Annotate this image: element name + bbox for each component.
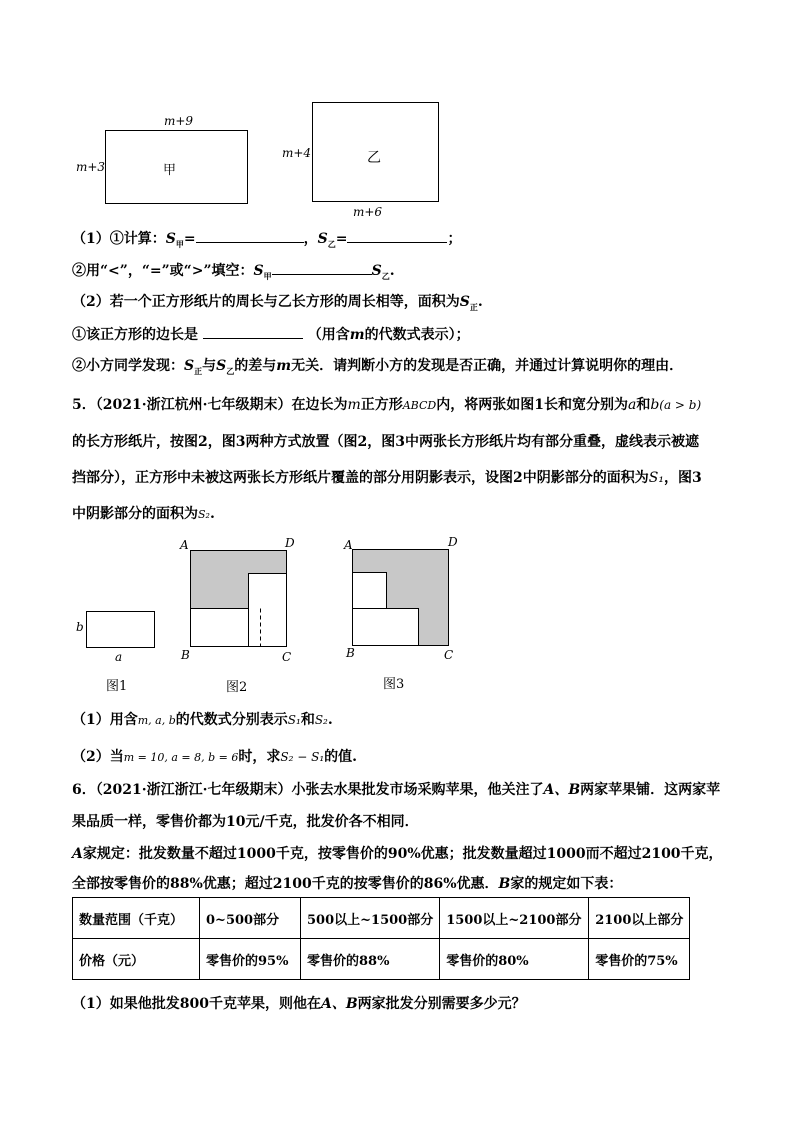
- rect-jia: [105, 130, 248, 204]
- q6-line1: 6．（2021·浙江浙江·七年级期末）小张去水果批发市场采购苹果，他关注了A、B两家苹果铺．这两家苹: [72, 782, 721, 798]
- yi-left-label: m+4: [282, 146, 312, 160]
- q4-part2-line2: ①该正方形的边长是 （用含m的代数式表示）；: [72, 324, 470, 345]
- table-cell: 0~500部分: [200, 898, 301, 939]
- table-cell: 1500以上~2100部分: [440, 898, 589, 939]
- q5-line3: 挡部分），正方形中未被这两张长方形纸片覆盖的部分用阴影表示，设图2中阴影部分的面积为S₁，图3: [72, 470, 702, 486]
- table-cell: 数量范围（千克）: [73, 898, 200, 939]
- table-cell: 500以上~1500部分: [301, 898, 440, 939]
- q5-line1: 5．（2021·浙江杭州·七年级期末）在边长为m正方形ABCD内，将两张如图1长和宽分别为a和b(a > b): [72, 397, 702, 413]
- q6-line3: A家规定：批发数量不超过1000千克，按零售价的90%优惠；批发数量超过1000而不超过2100千克，: [72, 846, 723, 862]
- q4-part2-line1: （2）若一个正方形纸片的周长与乙长方形的周长相等，面积为$S_正$.: [72, 294, 483, 312]
- q6-line4: 全部按零售价的88%优惠；超过2100千克的按零售价的86%优惠．B家的规定如下表：: [72, 876, 623, 892]
- jia-left-label: m+3: [76, 160, 106, 174]
- fig1-b-label: b: [76, 620, 84, 634]
- fig2-label-D: D: [285, 536, 295, 550]
- rect-jia-label: 甲: [163, 163, 177, 178]
- fig1-a-label: a: [115, 650, 123, 664]
- fig3-label-C: C: [444, 648, 454, 662]
- q4-part1-line1: （1）①计算：$S_甲=$ ，$S_乙=$ ；: [72, 228, 461, 254]
- table-cell: 价格（元）: [73, 939, 200, 980]
- q5-line2: 的长方形纸片，按图2，图3两种方式放置（图2，图3中两张长方形纸片均有部分重叠，虚线表示被遮: [72, 434, 699, 450]
- fig3-square: [352, 549, 450, 647]
- q6-line2: 果品质一样，零售价都为10元/千克，批发价各不相同．: [72, 814, 419, 830]
- rect-yi: [312, 102, 439, 202]
- rect-yi-label: 乙: [367, 150, 381, 166]
- fig2-label-C: C: [282, 650, 292, 664]
- table-cell: 零售价的80%: [440, 939, 589, 980]
- q6-question1: （1）如果他批发800千克苹果，则他在A、B两家批发分别需要多少元？: [72, 996, 526, 1012]
- table-header-row: [73, 898, 690, 939]
- table-cell: 零售价的95%: [200, 939, 301, 980]
- fig2-label-A: A: [180, 538, 189, 552]
- fig1-caption: 图1: [106, 679, 128, 694]
- q5-question2: （2）当m = 10, a = 8, b = 6时，求S₂ − S₁的值.: [72, 749, 358, 765]
- q4-part2-line3: ②小方同学发现：$S_正$与$S_乙$的差与m无关．请判断小方的发现是否正确，并通过计算说明你的理由．: [72, 358, 684, 376]
- table-row: [73, 939, 690, 980]
- q4-part1-line2: ②用“<”，“=”或“>”填空：$S_甲$ $S_乙$.: [72, 260, 395, 286]
- fig2-caption: 图2: [226, 680, 248, 695]
- table-cell: 2100以上部分: [589, 898, 690, 939]
- yi-bottom-label: m+6: [353, 205, 383, 219]
- table-cell: 零售价的75%: [589, 939, 690, 980]
- fig2-square: [190, 550, 288, 648]
- fig3-label-B: B: [346, 646, 355, 660]
- fig1-rect: [86, 611, 155, 648]
- jia-top-label: m+9: [164, 114, 194, 128]
- fig3-caption: 图3: [383, 677, 405, 692]
- fig3-label-A: A: [344, 538, 353, 552]
- q5-line4: 中阴影部分的面积为S₂.: [72, 506, 215, 522]
- table-cell: 零售价的88%: [301, 939, 440, 980]
- fig2-label-B: B: [181, 648, 190, 662]
- price-table: [72, 897, 690, 980]
- q5-question1: （1）用含m, a, b的代数式分别表示S₁和S₂.: [72, 712, 333, 728]
- fig3-label-D: D: [448, 535, 458, 549]
